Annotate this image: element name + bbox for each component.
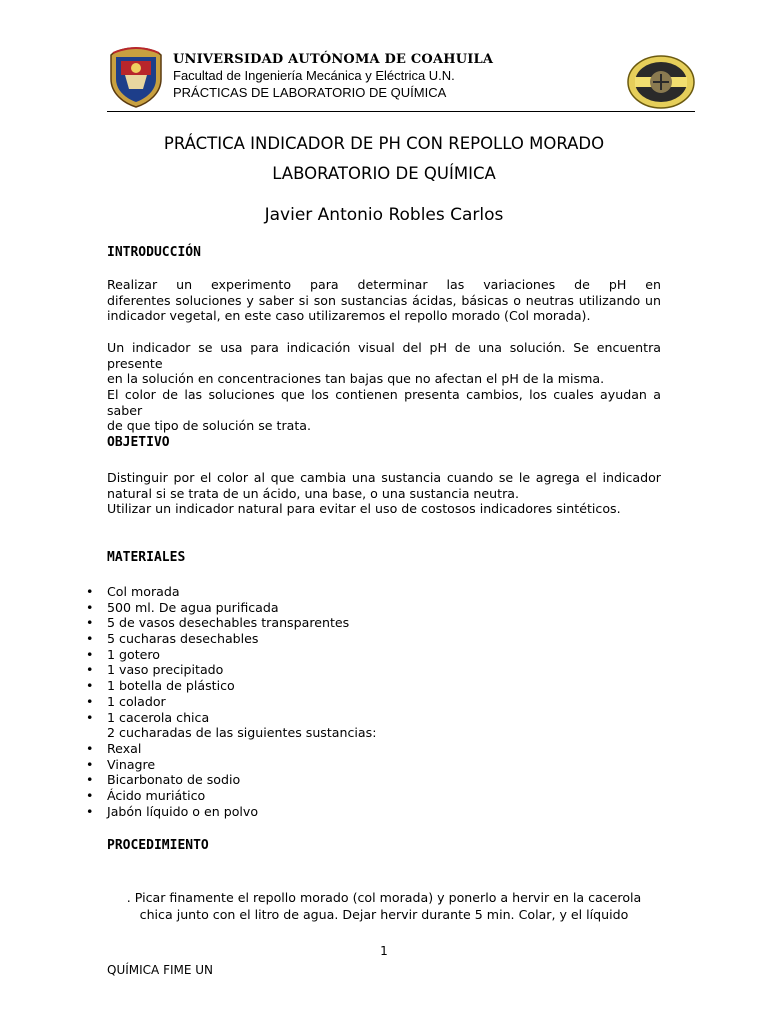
objective-heading: OBJETIVO (107, 435, 170, 450)
materials-list (86, 584, 376, 819)
bullet-icon: • (86, 662, 94, 678)
intro-p3-line: de que tipo de solución se trata. (107, 418, 312, 433)
materials-list-item (86, 600, 376, 616)
intro-paragraph-2 (107, 340, 661, 387)
objective-line: Distinguir por el color al que cambia una sustancia cuando se le agrega el indicador (107, 470, 661, 485)
header-rule (107, 111, 695, 112)
objective-line: Utilizar un indicador natural para evitar el uso de costosos indicadores sintéticos. (107, 501, 621, 516)
materials-heading: MATERIALES (107, 550, 186, 565)
bullet-icon: • (86, 584, 94, 599)
materials-list-item (86, 741, 376, 757)
materials-list-item (86, 584, 376, 600)
materials-list-item (86, 788, 376, 804)
materials-item-text: 1 gotero (107, 646, 161, 662)
header-university: UNIVERSIDAD AUTÓNOMA DE COAHUILA (173, 52, 494, 67)
materials-list-item (86, 615, 376, 631)
materials-item-text: Vinagre (107, 756, 156, 772)
materials-item-text: 500 ml. De agua purificada (107, 599, 279, 615)
title-line-2: LABORATORIO DE QUÍMICA (272, 164, 496, 183)
materials-item-text: Ácido muriático (107, 787, 206, 803)
materials-item-text: Col morada (107, 584, 180, 599)
procedure-heading: PROCEDIMIENTO (107, 838, 209, 853)
bullet-icon: • (86, 693, 94, 709)
materials-list-item (86, 678, 376, 694)
materials-item-text: 5 cucharas desechables (107, 631, 259, 647)
materials-item-text: 1 vaso precipitado (107, 662, 224, 678)
title-line-1: PRÁCTICA INDICADOR DE PH CON REPOLLO MORADO (163, 134, 605, 153)
materials-list-item (86, 725, 376, 741)
intro-p3-line: El color de las soluciones que los contienen presenta cambios, los cuales ayudan a saber (107, 387, 661, 418)
procedure-line: . Picar finamente el repollo morado (col morada) y ponerlo a hervir en la cacerola (126, 890, 642, 905)
materials-list-item (86, 694, 376, 710)
materials-item-text: 1 cacerola chica (107, 709, 210, 725)
materials-item-text: 2 cucharadas de las siguientes sustancias: (107, 725, 377, 741)
bullet-icon: • (86, 709, 94, 725)
bullet-icon: • (86, 631, 94, 647)
materials-list-item (86, 757, 376, 773)
bullet-icon: • (86, 787, 94, 803)
bullet-icon: • (86, 646, 94, 662)
intro-p1-line: diferentes soluciones y saber si son sustancias ácidas, básicas o neutras utilizando un (107, 292, 661, 308)
procedure-text (107, 889, 661, 923)
header-faculty: Facultad de Ingeniería Mecánica y Eléctrica U.N. (173, 68, 455, 83)
materials-item-text: 5 de vasos desechables transparentes (107, 615, 350, 631)
footer-text: QUÍMICA FIME UN (107, 963, 214, 977)
intro-p1-line: indicador vegetal, en este caso utilizaremos el repollo morado (Col morada). (107, 308, 591, 323)
materials-list-item (86, 710, 376, 726)
materials-list-item (86, 804, 376, 820)
materials-list-item (86, 647, 376, 663)
bullet-icon: • (86, 772, 94, 788)
materials-item-text: 1 botella de plástico (107, 678, 235, 694)
bullet-icon: • (86, 803, 94, 819)
intro-p2-line: en la solución en concentraciones tan bajas que no afectan el pH de la misma. (107, 371, 605, 386)
materials-item-text: Rexal (107, 740, 142, 756)
intro-paragraph-3 (107, 387, 661, 434)
author-name: Javier Antonio Robles Carlos (264, 205, 504, 225)
bullet-icon: • (86, 740, 94, 756)
intro-p2-line: Un indicador se usa para indicación visual del pH de una solución. Se encuentra presente (107, 340, 661, 371)
intro-heading: INTRODUCCIÓN (107, 245, 201, 260)
bullet-icon: • (86, 756, 94, 772)
bullet-icon: • (86, 615, 94, 631)
faculty-seal-icon (627, 55, 695, 109)
intro-p1-line: Realizar un experimento para determinar las variaciones de pH en (107, 277, 661, 292)
materials-list-item (86, 631, 376, 647)
intro-paragraph-1 (107, 277, 661, 324)
procedure-line: chica junto con el litro de agua. Dejar hervir durante 5 min. Colar, y el líquido (139, 907, 629, 922)
university-shield-icon (107, 45, 165, 109)
page-number: 1 (380, 944, 388, 958)
materials-item-text: 1 colador (107, 693, 166, 709)
materials-list-item (86, 772, 376, 788)
objective-paragraph (107, 470, 661, 517)
bullet-icon: • (86, 678, 94, 694)
materials-item-text: Bicarbonato de sodio (107, 772, 241, 788)
bullet-icon: • (86, 599, 94, 615)
materials-item-text: Jabón líquido o en polvo (107, 803, 259, 819)
header-practices: PRÁCTICAS DE LABORATORIO DE QUÍMICA (173, 85, 447, 100)
materials-list-item (86, 662, 376, 678)
objective-line: natural si se trata de un ácido, una base, o una sustancia neutra. (107, 485, 519, 501)
